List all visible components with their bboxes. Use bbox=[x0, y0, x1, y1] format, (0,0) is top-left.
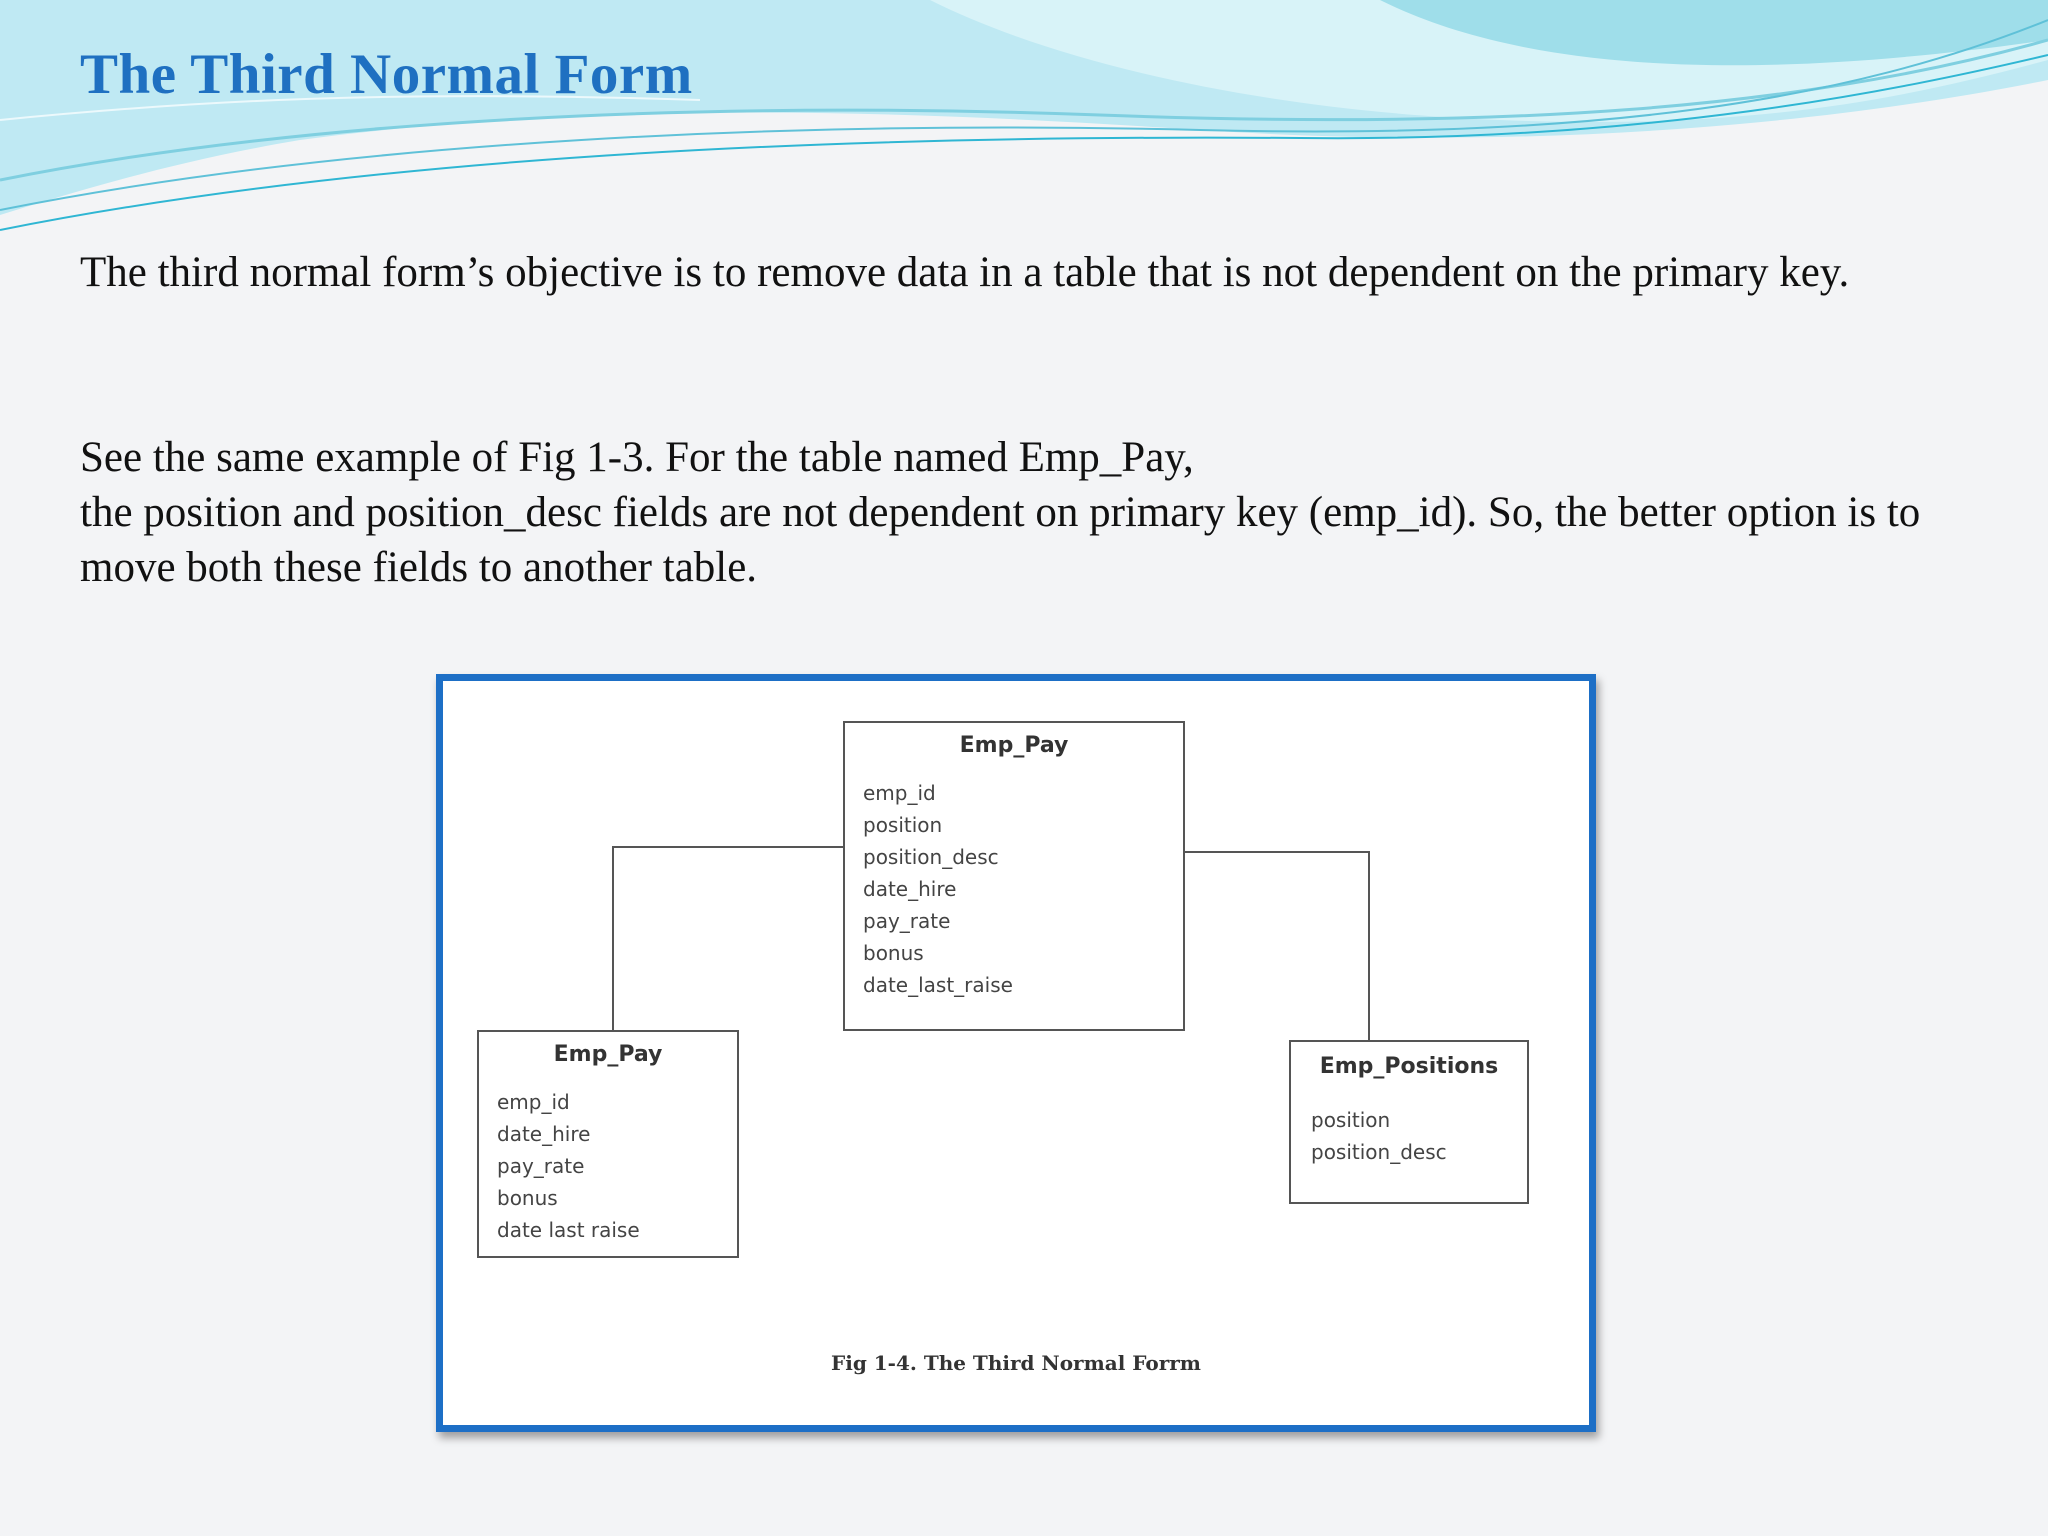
table-title: Emp_Pay bbox=[553, 1042, 663, 1067]
connector-emp-pay-left bbox=[613, 847, 843, 1030]
header-wave-decoration bbox=[0, 0, 2048, 240]
field-item: position bbox=[1311, 1108, 1391, 1132]
figure-caption: Fig 1-4. The Third Normal Forrm bbox=[831, 1351, 1201, 1375]
example-paragraph-line-1: See the same example of Fig 1-3. For the table named Emp_Pay, bbox=[80, 434, 1194, 481]
field-item: date last raise bbox=[497, 1218, 640, 1242]
field-item: date_hire bbox=[497, 1122, 591, 1146]
slide-title: The Third Normal Form bbox=[80, 43, 693, 106]
table-title: Emp_Positions bbox=[1319, 1054, 1499, 1079]
field-item: position_desc bbox=[1311, 1140, 1447, 1164]
field-item: emp_id bbox=[497, 1090, 570, 1114]
field-item: date_last_raise bbox=[863, 973, 1013, 997]
field-list bbox=[863, 777, 1013, 1001]
field-item: position_desc bbox=[863, 845, 999, 869]
field-item: date_hire bbox=[863, 877, 957, 901]
field-item: emp_id bbox=[863, 781, 936, 805]
table-title: Emp_Pay bbox=[959, 733, 1069, 758]
field-item: bonus bbox=[863, 941, 924, 965]
table-emp-pay-original bbox=[843, 721, 1185, 1031]
field-item: pay_rate bbox=[497, 1154, 585, 1178]
field-item: pay_rate bbox=[863, 909, 951, 933]
field-list bbox=[497, 1086, 640, 1246]
field-list bbox=[1311, 1104, 1447, 1168]
example-paragraph-line-2: the position and position_desc fields are not dependent on primary key (emp_id). So, the better option is to move both these fields to another table. bbox=[80, 489, 1921, 591]
table-emp-positions bbox=[1289, 1040, 1529, 1204]
objective-paragraph: The third normal form’s objective is to remove data in a table that is not dependent on the primary key. bbox=[80, 249, 1850, 296]
figure-frame bbox=[436, 674, 1596, 1432]
example-paragraph bbox=[80, 430, 1980, 595]
field-item: bonus bbox=[497, 1186, 558, 1210]
table-emp-pay-normalized bbox=[477, 1030, 739, 1258]
field-item: position bbox=[863, 813, 943, 837]
